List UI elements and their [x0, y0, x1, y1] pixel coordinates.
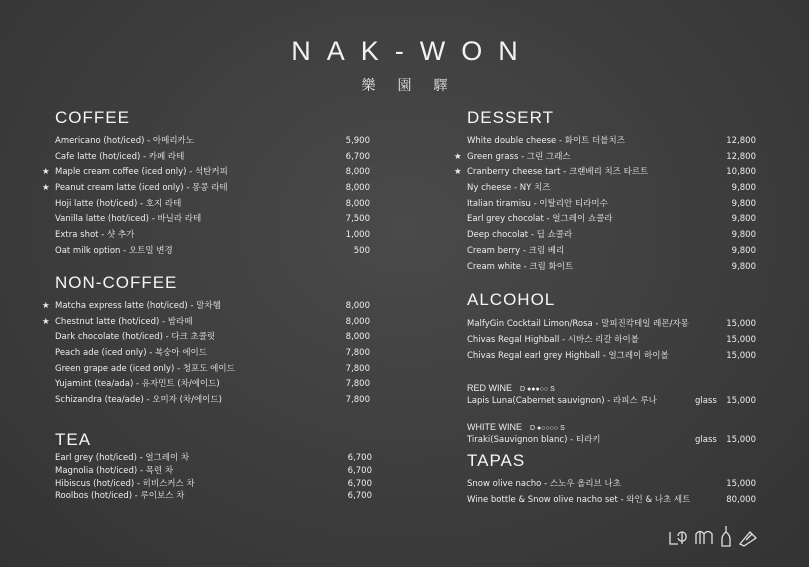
item-price: 9,800	[731, 230, 756, 241]
item-name: Yujamint (tea/ada) - 유자민트 (차/에이드)	[55, 379, 220, 390]
item-price: 7,800	[345, 363, 370, 374]
item-name: Earl grey chocolat - 얼그레이 쇼콜라	[467, 214, 613, 225]
tapas-section	[467, 451, 757, 508]
item-name: Hoji latte (hot/iced) - 호지 라테	[55, 198, 182, 209]
item-name: Vanilla latte (hot/iced) - 바닐라 라테	[55, 214, 202, 225]
menu-item	[55, 150, 375, 166]
menu-item	[467, 332, 757, 348]
white-wine-block	[467, 421, 757, 449]
item-name: Cream white - 크림 화이트	[467, 261, 574, 272]
menu-item	[55, 465, 375, 478]
bottle-icon	[722, 526, 730, 546]
menu-item	[467, 134, 757, 150]
menu-item	[467, 244, 757, 260]
signature-star-icon: ★	[42, 301, 50, 311]
item-name: Magnolia (hot/iced) - 목련 차	[55, 465, 174, 476]
menu-item	[467, 493, 757, 509]
item-price: 7,500	[345, 214, 370, 225]
brand-title: NAK-WON	[291, 36, 534, 66]
footer-icons	[668, 524, 778, 555]
red-wine-block	[467, 382, 757, 410]
tea-list	[55, 452, 375, 503]
noncoffee-section	[42, 273, 375, 409]
item-price: 9,800	[731, 214, 756, 225]
dessert-icon	[696, 532, 712, 545]
tapas-list	[467, 477, 757, 508]
item-name: Deep chocolat - 딥 쇼콜라	[467, 230, 573, 241]
item-name: Snow olive nacho - 스노우 올리브 나초	[467, 479, 621, 489]
alcohol-list	[467, 316, 757, 364]
item-price: 15,000	[726, 351, 756, 361]
menu-item	[55, 244, 375, 260]
red-wine-label	[467, 382, 757, 394]
item-price: 10,800	[726, 167, 756, 178]
coffee-list	[42, 134, 375, 260]
menu-item	[55, 490, 375, 503]
red-wine-dryness: D ●●●○○ S	[520, 386, 555, 393]
item-name: Cranberry cheese tart - 크랜베리 치즈 타르트	[467, 167, 649, 178]
coffee-section	[42, 108, 375, 260]
signature-star-icon: ★	[42, 183, 50, 194]
menu-item	[467, 316, 757, 332]
item-price: 500	[353, 245, 370, 256]
item-name: Chivas Regal earl grey Highball - 얼그레이 하이볼	[467, 351, 669, 361]
item-price: 8,000	[345, 316, 370, 327]
item-name: Peach ade (iced only) - 복숭아 에이드	[55, 348, 207, 359]
item-name: Peanut cream latte (iced only) - 몽콩 라테	[55, 183, 228, 194]
red-wine-glass: glass	[695, 396, 717, 406]
tea-section	[55, 430, 375, 503]
menu-item	[55, 362, 375, 378]
item-price: 7,800	[345, 395, 370, 406]
item-name: Roolbos (hot/iced) - 루이보스 차	[55, 491, 185, 502]
item-price: 6,700	[347, 465, 372, 476]
menu-item	[467, 212, 757, 228]
item-name: Cream berry - 크림 베리	[467, 245, 565, 256]
white-wine-label	[467, 421, 757, 433]
item-name: Extra shot - 샷 추가	[55, 230, 135, 241]
item-name: White double cheese - 화이트 더블치즈	[467, 136, 625, 146]
white-wine-dryness: D ●○○○○ S	[530, 424, 565, 432]
menu-item	[55, 134, 375, 150]
signature-star-icon: ★	[42, 167, 50, 178]
white-wine-name: Tiraki(Sauvignon blanc) - 티라키	[467, 434, 601, 445]
item-name: Americano (hot/iced) - 아메리카노	[55, 136, 194, 146]
alcohol-section	[467, 290, 757, 448]
menu-item	[55, 346, 375, 362]
dessert-section	[454, 108, 757, 275]
menu-item	[55, 197, 375, 213]
item-price: 7,800	[345, 348, 370, 359]
menu-item	[467, 348, 757, 364]
item-name: Schizandra (tea/ade) - 오미자 (차/에이드)	[55, 395, 222, 406]
menu-item	[55, 452, 375, 465]
tea-title: TEA	[55, 430, 92, 449]
item-price: 7,800	[345, 379, 370, 390]
menu-item	[454, 165, 757, 181]
menu-item	[55, 228, 375, 244]
item-price: 12,800	[726, 151, 756, 162]
item-price: 1,000	[345, 230, 370, 241]
item-name: Matcha express latte (hot/iced) - 말차햄	[55, 301, 221, 311]
signature-star-icon: ★	[454, 167, 462, 178]
cup-icon	[670, 532, 686, 544]
red-wine-item	[467, 394, 757, 410]
menu-item	[42, 165, 375, 181]
white-wine-title: WHITE WINE	[467, 421, 522, 432]
item-price: 8,000	[345, 301, 370, 311]
menu-item	[467, 228, 757, 244]
item-name: Earl grey (hot/iced) - 얼그레이 차	[55, 453, 190, 463]
item-price: 9,800	[731, 198, 756, 209]
item-price: 15,000	[726, 335, 756, 345]
item-name: Maple cream coffee (iced only) - 석탄커피	[55, 167, 228, 178]
white-wine-glass: glass	[695, 434, 717, 445]
item-name: Dark chocolate (hot/iced) - 다크 초콜릿	[55, 332, 216, 343]
menu-item	[467, 260, 757, 276]
noncoffee-title: NON-COFFEE	[55, 273, 178, 292]
item-price: 9,800	[731, 245, 756, 256]
menu-item	[55, 330, 375, 346]
item-price: 15,000	[726, 479, 756, 489]
menu-item	[42, 181, 375, 197]
item-price: 6,700	[347, 491, 372, 502]
white-wine-price: 15,000	[726, 434, 756, 445]
item-name: Wine bottle & Snow olive nacho set - 와인 & 나초 세트	[467, 494, 691, 505]
coffee-title: COFFEE	[55, 108, 130, 127]
red-wine-title: RED WINE	[467, 383, 512, 393]
white-wine-item	[467, 433, 757, 449]
menu-item	[55, 212, 375, 228]
item-name: Chivas Regal Highball - 시바스 리갈 하이볼	[467, 335, 639, 345]
item-name: Chestnut latte (hot/iced) - 밤라떼	[55, 316, 193, 327]
menu-item	[42, 315, 375, 331]
signature-star-icon: ★	[454, 151, 462, 162]
dessert-list	[454, 134, 757, 275]
item-price: 8,000	[345, 167, 370, 178]
item-price: 8,000	[345, 332, 370, 343]
menu-item	[467, 197, 757, 213]
item-price: 15,000	[726, 319, 756, 329]
brand-hanja: 樂園驛	[361, 78, 470, 94]
noncoffee-list	[42, 299, 375, 409]
tapas-title: TAPAS	[467, 451, 526, 470]
item-name: Green grass - 그린 그래스	[467, 151, 571, 162]
alcohol-title: ALCOHOL	[467, 290, 556, 309]
item-name: Ny cheese - NY 치즈	[467, 183, 551, 194]
item-price: 12,800	[726, 136, 756, 146]
item-price: 6,700	[345, 151, 370, 162]
item-name: Cafe latte (hot/iced) - 카페 라테	[55, 151, 185, 162]
menu-item	[55, 377, 375, 393]
item-price: 6,700	[347, 478, 372, 489]
menu-item	[467, 181, 757, 197]
item-name: Oat milk option - 오트밀 변경	[55, 245, 173, 256]
item-name: Green grape ade (iced only) - 청포도 에이드	[55, 363, 235, 374]
item-price: 6,700	[347, 453, 372, 463]
footer-icon-row	[668, 524, 778, 550]
item-price: 80,000	[726, 494, 756, 505]
menu-item	[454, 150, 757, 166]
item-name: MalfyGin Cocktail Limon/Rosa - 말피진칵테일 레몬/자몽	[467, 319, 689, 329]
red-wine-price: 15,000	[726, 396, 756, 406]
dessert-title: DESSERT	[467, 108, 554, 127]
nacho-icon	[740, 532, 756, 546]
item-price: 9,800	[731, 183, 756, 194]
menu-item	[55, 478, 375, 491]
item-price: 8,000	[345, 198, 370, 209]
menu-item	[467, 477, 757, 493]
item-price: 9,800	[731, 261, 756, 272]
item-price: 8,000	[345, 183, 370, 194]
item-name: Italian tiramisu - 이탈리안 티라미수	[467, 198, 608, 209]
item-name: Hibiscus (hot/iced) - 히비스커스 차	[55, 478, 195, 489]
menu-item	[42, 299, 375, 315]
item-price: 5,900	[345, 136, 370, 146]
signature-star-icon: ★	[42, 316, 50, 327]
red-wine-name: Lapis Luna(Cabernet sauvignon) - 라피스 루나	[467, 396, 657, 406]
menu-item	[55, 393, 375, 409]
